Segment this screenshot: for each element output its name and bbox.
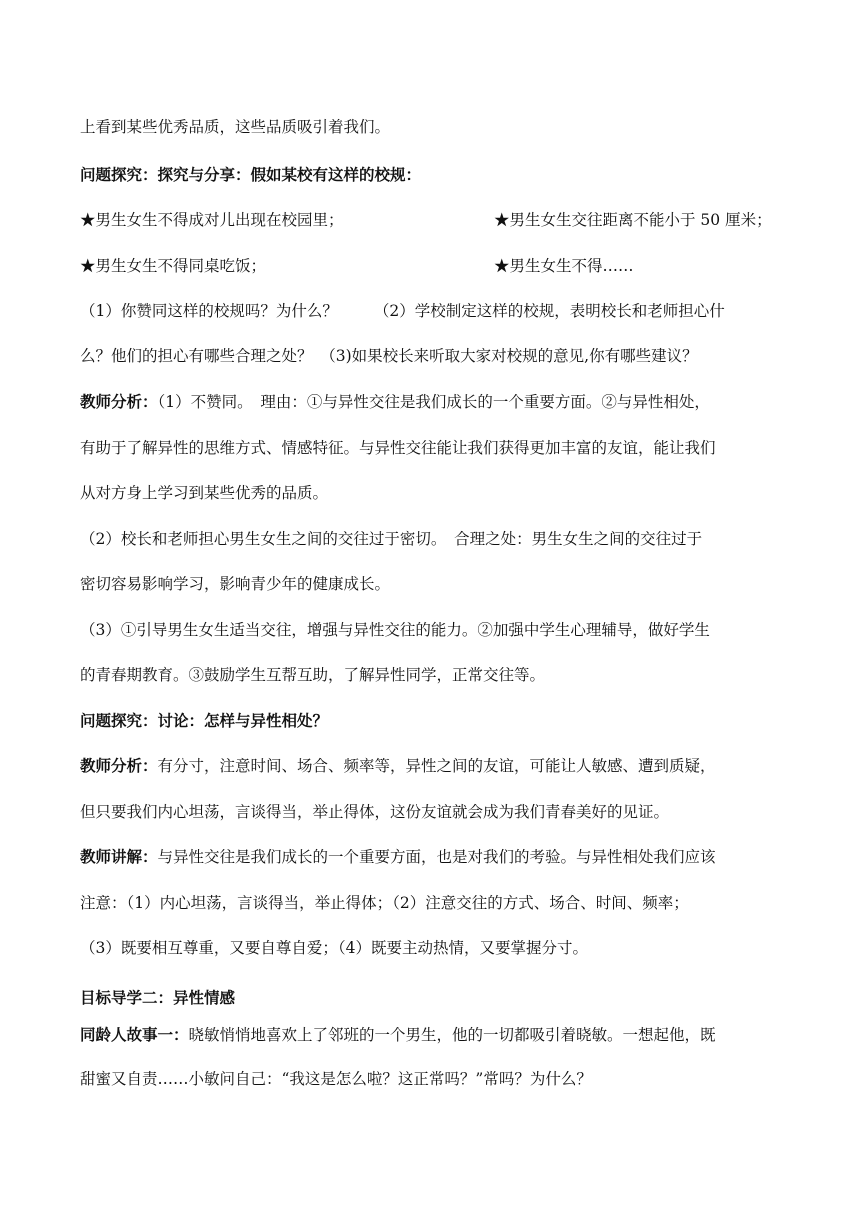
section-heading: 目标导学二：异性情感 [80, 989, 236, 1007]
section-heading: 问题探究：讨论：怎样与异性相处？ [80, 712, 329, 730]
rule-item: ★男生女生不得成对儿出现在校园里； [80, 211, 344, 229]
question-line [80, 300, 785, 322]
answer-line [80, 846, 785, 868]
story-line: 甜蜜又自责……小敏问自己：“我这是怎么啦？这正常吗？”常吗？为什么？ [80, 1070, 592, 1088]
answer-line: 密切容易影响学习，影响青少年的健康成长。 [80, 575, 391, 593]
answer-line: （3）①引导男生女生适当交往，增强与异性交往的能力。②加强中学生心理辅导，做好学生 [80, 621, 710, 639]
answer-line: 有助于了解异性的思维方式、情感特征。与异性交往能让我们获得更加丰富的友谊，能让我们 [80, 439, 716, 457]
answer-line [80, 391, 785, 413]
story-label: 同龄人故事一： [80, 1026, 189, 1044]
answer-line: （3）既要相互尊重，又要自尊自爱；（4）既要主动热情，又要掌握分寸。 [80, 939, 588, 957]
paragraph-line: 上看到某些优秀品质，这些品质吸引着我们。 [80, 118, 391, 136]
rule-item: ★男生女生不得…… [494, 257, 634, 275]
answer-line [80, 755, 785, 777]
answer-line: （2）校长和老师担心男生女生之间的交往过于密切。 合理之处：男生女生之间的交往过于 [80, 530, 703, 548]
section-heading: 问题探究：探究与分享：假如某校有这样的校规： [80, 166, 422, 184]
question-1: （1）你赞同这样的校规吗？为什么？ [80, 302, 338, 320]
answer-line: 但只要我们内心坦荡，言谈得当，举止得体，这份友谊就会成为我们青春美好的见证。 [80, 803, 670, 821]
story-line [80, 1024, 785, 1046]
teacher-explanation-label: 教师讲解： [80, 848, 158, 866]
answer-text: 与异性交往是我们成长的一个重要方面，也是对我们的考验。与异性相处我们应该 [157, 848, 716, 866]
answer-line: 的青春期教育。③鼓励学生互帮互助，了解异性同学，正常交往等。 [80, 666, 546, 684]
rule-item: ★男生女生交往距离不能小于 50 厘米； [494, 211, 772, 229]
question-2: （2）学校制定这样的校规，表明校长和老师担心什 [373, 302, 725, 320]
rule-item: ★男生女生不得同桌吃饭； [80, 257, 267, 275]
story-text: 晓敏悄悄地喜欢上了邻班的一个男生，他的一切都吸引着晓敏。一想起他，既 [188, 1026, 716, 1044]
question-line: 么？他们的担心有哪些合理之处？ （3)如果校长来听取大家对校规的意见,你有哪些建议？ [80, 347, 698, 365]
answer-text: （1）不赞同。 理由：①与异性交往是我们成长的一个重要方面。②与异性相处， [157, 393, 710, 411]
teacher-analysis-label: 教师分析： [80, 393, 158, 411]
answer-line: 从对方身上学习到某些优秀的品质。 [80, 484, 329, 502]
answer-text: 有分寸，注意时间、场合、频率等，异性之间的友谊，可能让人敏感、遭到质疑， [157, 757, 716, 775]
rule-row [80, 255, 785, 277]
rule-row [80, 209, 785, 231]
teacher-analysis-label: 教师分析： [80, 757, 158, 775]
answer-line: 注意：（1）内心坦荡，言谈得当，举止得体；（2）注意交往的方式、场合、时间、频率； [80, 894, 689, 912]
